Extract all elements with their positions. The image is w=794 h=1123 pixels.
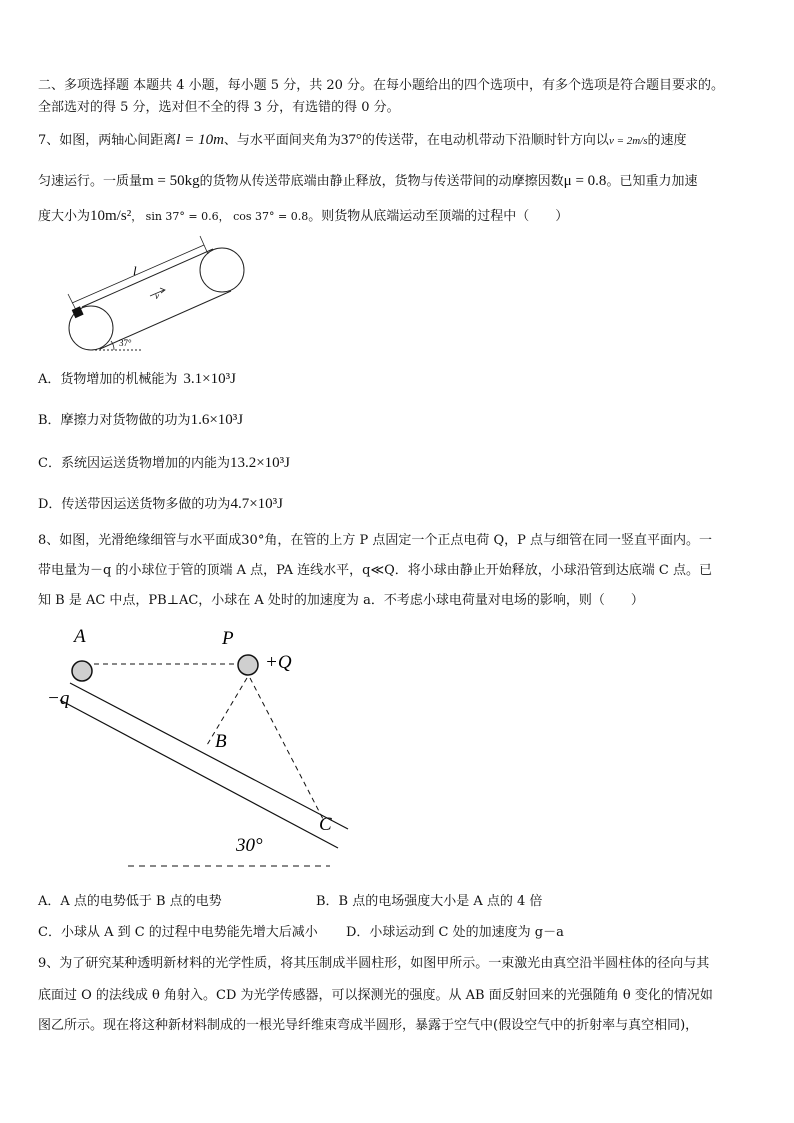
charge-P	[238, 655, 258, 675]
q8-stem-line1: 8、如图，光滑绝缘细管与水平面成30°角，在管的上方 P 点固定一个正点电荷 Q，P 点与细管在同一竖直平面内。一	[38, 533, 712, 548]
velocity-label: v	[155, 291, 159, 301]
q7-option-a[interactable]: A．货物增加的机械能为 3.1×10³J	[38, 371, 236, 387]
q9-stem-line2: 底面过 O 的法线成 θ 角射入。CD 为光学传感器，可以探测光的强度。从 AB 面反射回来的光强随角 θ 变化的情况如	[38, 988, 713, 1003]
tube-lower-wall	[60, 700, 338, 848]
line-PB	[207, 678, 247, 745]
q8-option-b[interactable]: B．B 点的电场强度大小是 A 点的 4 倍	[316, 894, 543, 909]
section-instructions-line1: 二、多项选择题 本题共 4 小题，每小题 5 分，共 20 分。在每小题给出的四个选项中，有多个选项是符合题目要求的。	[38, 78, 725, 93]
line-PC	[250, 678, 323, 819]
label-C: C	[319, 814, 332, 835]
label-angle-30: 30°	[236, 835, 263, 856]
ball-A	[72, 661, 92, 681]
label-B: B	[215, 731, 227, 752]
section-instructions-line2: 全部选对的得 5 分，选对但不全的得 3 分，有选错的得 0 分。	[38, 100, 400, 115]
q8-option-a[interactable]: A．A 点的电势低于 B 点的电势	[38, 894, 222, 909]
label-P: P	[222, 628, 234, 649]
length-label: l	[133, 263, 137, 278]
q7-stem-line3: 度大小为10m/s²， sin 37° = 0.6， cos 37° = 0.8。则货物从底端运动至顶端的过程中（ ）	[38, 208, 569, 224]
q8-stem-line2: 带电量为－q 的小球位于管的顶端 A 点，PA 连线水平，q≪Q．将小球由静止开始释放，小球沿管到达底端 C 点。已	[38, 563, 712, 578]
q7-option-b[interactable]: B．摩擦力对货物做的功为1.6×10³J	[38, 412, 244, 428]
q9-stem-line1: 9、为了研究某种透明新材料的光学性质，将其压制成半圆柱形，如图甲所示。一束激光由真空沿半圆柱体的径向与其	[38, 956, 710, 971]
q7-option-d[interactable]: D．传送带因运送货物多做的功为4.7×10³J	[38, 496, 283, 512]
label-q: −q	[47, 688, 70, 709]
q8-option-d[interactable]: D．小球运动到 C 处的加速度为 g－a	[346, 925, 564, 940]
q8-stem-line3: 知 B 是 AC 中点，PB⊥AC，小球在 A 处时的加速度为 a．不考虑小球电荷量对电场的影响，则（ ）	[38, 593, 644, 608]
label-A: A	[74, 626, 86, 647]
label-Q: +Q	[265, 652, 292, 673]
q9-stem-line3: 图乙所示。现在将这种新材料制成的一根光导纤维束弯成半圆形，暴露于空气中(假设空气中的折射率与真空相同)，	[38, 1018, 699, 1033]
q7-stem-line1: 7、如图，两轴心间距离l = 10m、与水平面间夹角为37°的传送带，在电动机带动下沿顺时针方向以v = 2m/s的速度	[38, 132, 687, 148]
q7-option-c[interactable]: C．系统因运送货物增加的内能为13.2×10³J	[38, 455, 290, 471]
q7-stem-line2: 匀速运行。一质量m = 50kg的货物从传送带底端由静止释放，货物与传送带间的动摩擦因数μ = 0.8。已知重力加速	[38, 173, 698, 189]
q8-option-c[interactable]: C．小球从 A 到 C 的过程中电势能先增大后减小	[38, 925, 318, 940]
angle-label: 37°	[119, 338, 132, 348]
tube-upper-wall	[70, 683, 348, 829]
